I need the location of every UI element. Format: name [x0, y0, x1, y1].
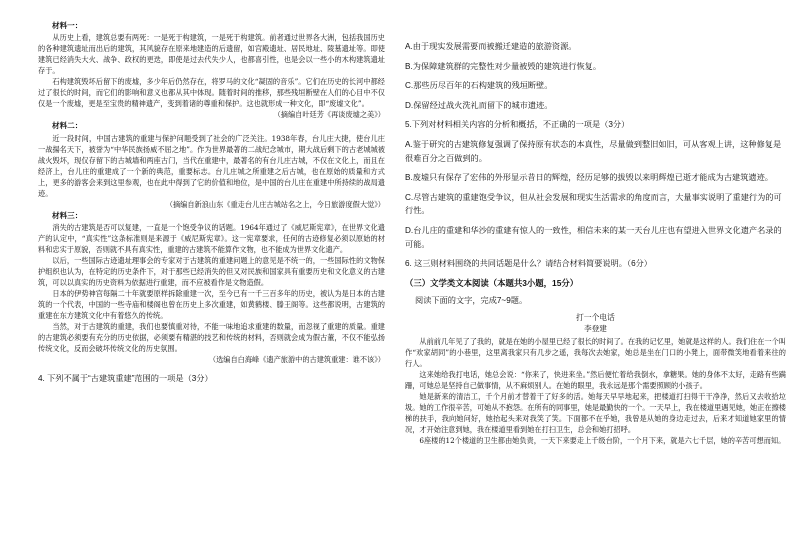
- story-title: 打一个电话: [576, 312, 615, 322]
- story-paragraph-2: 这来她给我打电话，她总会说：“你来了，快进来坐。”然后便忙着给我倒水，拿糖果。她的身体不太好，走路有些蹒跚，可她总是坚持自己做事情，从不麻烦别人。在她的眼里，我永远是那个需要照顾的小孩子。: [405, 369, 786, 390]
- q4-option-c: C.那些历尽百年的石构建筑的残垣断壁。: [405, 81, 553, 91]
- right-column: [397, 0, 794, 549]
- material-3-paragraph-3: 日本的伊势神宫每隔二十年就要原样拆除重建一次，至今已有一千三百多年的历史，被认为是日本的古建筑的一个代表，中国的一些寺庙和楼阁也曾在历史上多次重建，如黄鹤楼、滕王阁等。这些都说明，古建筑的重建在东方建筑文化中有着悠久的传统。: [38, 289, 385, 321]
- material-1-paragraph-2: 石构建筑毁坏后留下的废墟，多少年后仍然存在，将罗马的文化“凝固的音乐”。它们在历史的长河中都经过了很长的时间，而它们的影响和意义也都从其中体现。随着时间的推移，那些残垣断壁在人们的心目中不仅仅是一个废墟，更是至宝贵的精神遗产，变到着诸的尊重和保护。这也就形成一种文化，即“废墟文化”。: [38, 77, 385, 109]
- story-author: 李登建: [584, 323, 607, 333]
- q5-option-d: D.台儿庄的重建和华沙的重建有惊人的一致性，相信未来的某一天台儿庄也有望进入世界文化遗产名录的可能。: [405, 225, 782, 249]
- material-2-source: （摘编自新浪山东《重走台儿庄古城站名之上，今日旅游度假大觉》）: [165, 199, 385, 209]
- q5-option-b: B.废墟只有保存了宏伟的外形显示昔日的辉煌，经历足够的拔毁以来明辉煌已逝才能成为古建筑遗迹。: [405, 173, 773, 183]
- q4-option-a: A.由于现实发展需要而被搬迁建造的旅游资源。: [405, 42, 577, 51]
- section-3-heading: （三）文学类文本阅读（本题共3小题，15分）: [405, 277, 579, 288]
- material-3-paragraph-4: 当然，对于古建筑的重建，我们也要慎重对待，不能一味地追求重建的数量，而忽视了重建的质量。重建的古建筑必须要有充分的历史依据，必须要有精湛的技艺和传统的材料，否则就会成为假古董，不仅不能弘扬传统文化，反而会破坏传统文化的历史氛围。: [38, 322, 385, 354]
- story-paragraph-3: 她是新来的清洁工，千个月前才替着干了好多的活。她每天早早地起来，把楼道打扫得干干净净，然后又去收拾垃圾。她的工作很辛苦，可她从不抱怨。在所有的同事里，她是最勤快的一个。一天早上，我在楼道里遇见她，她正在擦楼梯的扶手，我向她问好，她抬起头来对我笑了笑。下面都不在乎她，我曾是从她的身边走过去，后来才知道她家里的情况，才开始注意到她，我在楼道里看到她在打扫卫生，总会和她打招呼。: [405, 391, 786, 434]
- q5-option-a: A.鉴于研究的古建筑修复强调了保持原有状态的本真性，尽量做到整旧如旧，可从客观上讲，这种修复是很难百分之百做到的。: [405, 139, 782, 163]
- material-1-source: （摘编自叶廷芳《再谈废墟之美》）: [273, 110, 385, 120]
- question-4: 4. 下列不属于“古建筑重建”范围的一项是（3分）: [38, 374, 213, 384]
- material-1-heading: 材料一：: [52, 21, 83, 30]
- material-3-source: （选编自白海峰《遗产旅游中的古建筑重建：谁不该》）: [208, 355, 385, 365]
- question-6: 6. 这三则材料围绕的共同话题是什么？请结合材料简要说明。（6分）: [405, 259, 652, 269]
- reading-instruction: 阅读下面的文字，完成7~9题。: [415, 295, 528, 305]
- material-2-heading: 材料二：: [52, 121, 83, 131]
- material-3-heading: 材料三：: [52, 210, 83, 220]
- material-3-paragraph-2: 以后，一些国际古迹遗址理事会的专家对于古建筑的重建问题上的意见是不统一的，一些国际性的文物保护组织也认为，在特定的历史条件下，对于那些已经消失的但又对民族和国家具有重要历史和文化意义的古建筑，可以以真实的历史资料为依据进行重建，而不应被看作是文物造假。: [38, 256, 385, 288]
- material-2-paragraph-1: 近一段时间，中国古建筑的重建与保护问题受到了社会的广泛关注。1938年春，台儿庄大捷，使台儿庄一战揚名天下，被誉为“中华民族扬威不屈之地”。作为世界最著的二战纪念城市，期大战后剩下的古老城城被战火毁坏，现仅存留下的古城墙和两座古门，当代在重建中，最著名的有台儿庄古城，不仅在文化上，而且在经济上，台儿庄的重建成了一个新的典范，重要标志。台儿庄城之所重建之后古城，也在原始的质量和方式上，更多的游客会来到这里参观，也在此中得到了它的价值和地位，是中国的台儿庄在重建中所持续的战局遗迹。: [38, 133, 385, 198]
- story-paragraph-4: 6座楼的12个楼道的卫生都由她负责，一天下来要走上千级台阶，一个月下来，就是六七千层，她的辛苦可想而知。: [419, 435, 786, 445]
- q4-option-b: B.为保障建筑群的完整性对少量被毁的建筑进行恢复。: [405, 61, 602, 71]
- question-5: 5.下列对材料相关内容的分析和概括，不正确的一项是（3分）: [405, 120, 630, 130]
- left-column: [0, 0, 395, 549]
- material-1-paragraph-1: 从历史上看，建筑总要有两死：一是死于构建筑，一是死于构建筑。前者通过世界各大洲，包括我国历史的各种建筑遗址而出后的建筑，其风貌存在原来地建造的后遗留，如宫殿遗址、居民地址、陵墓遗址等。即使建筑已经消失大火、战争、政权的更迭，即使是过去代失少人，也都喜引性，也是会以一些小的木构建筑遗址存于。: [38, 33, 385, 76]
- q5-option-c: C.尽管古建筑的重建饱受争议，但从社会发展和现实生活需求的角度而言，大量事实说明了重建行为的可行性。: [405, 192, 782, 216]
- story-paragraph-1: 从前前几年见了了我的，就是在她的小屋里已经了很长的时间了。在我的记忆里，她就是这样的人。我们住在一个叫作“欢家胡同”的小巷里，这里离我家只有几步之遥，我每次去她家，她总是坐在门口的小凳上，面带微笑地看着来往的行人。: [405, 336, 786, 368]
- q4-option-d: D.保留经过战火洗礼而留下的城市遗迹。: [405, 100, 553, 110]
- material-3-paragraph-1: 消失的古建筑是否可以复建，一直是一个饱受争议的话题。1964年通过了《威尼斯宪章》，在世界文化遗产的认定中，“真实性”这条标准则是来源于《威尼斯宪章》。这一宪章要求，任何的古迹修复必须以原始的材料和忠实于原貌，否则就不具有真实性，重建的古建筑不能算作文物，也不能成为世界文化遗产。: [38, 223, 385, 255]
